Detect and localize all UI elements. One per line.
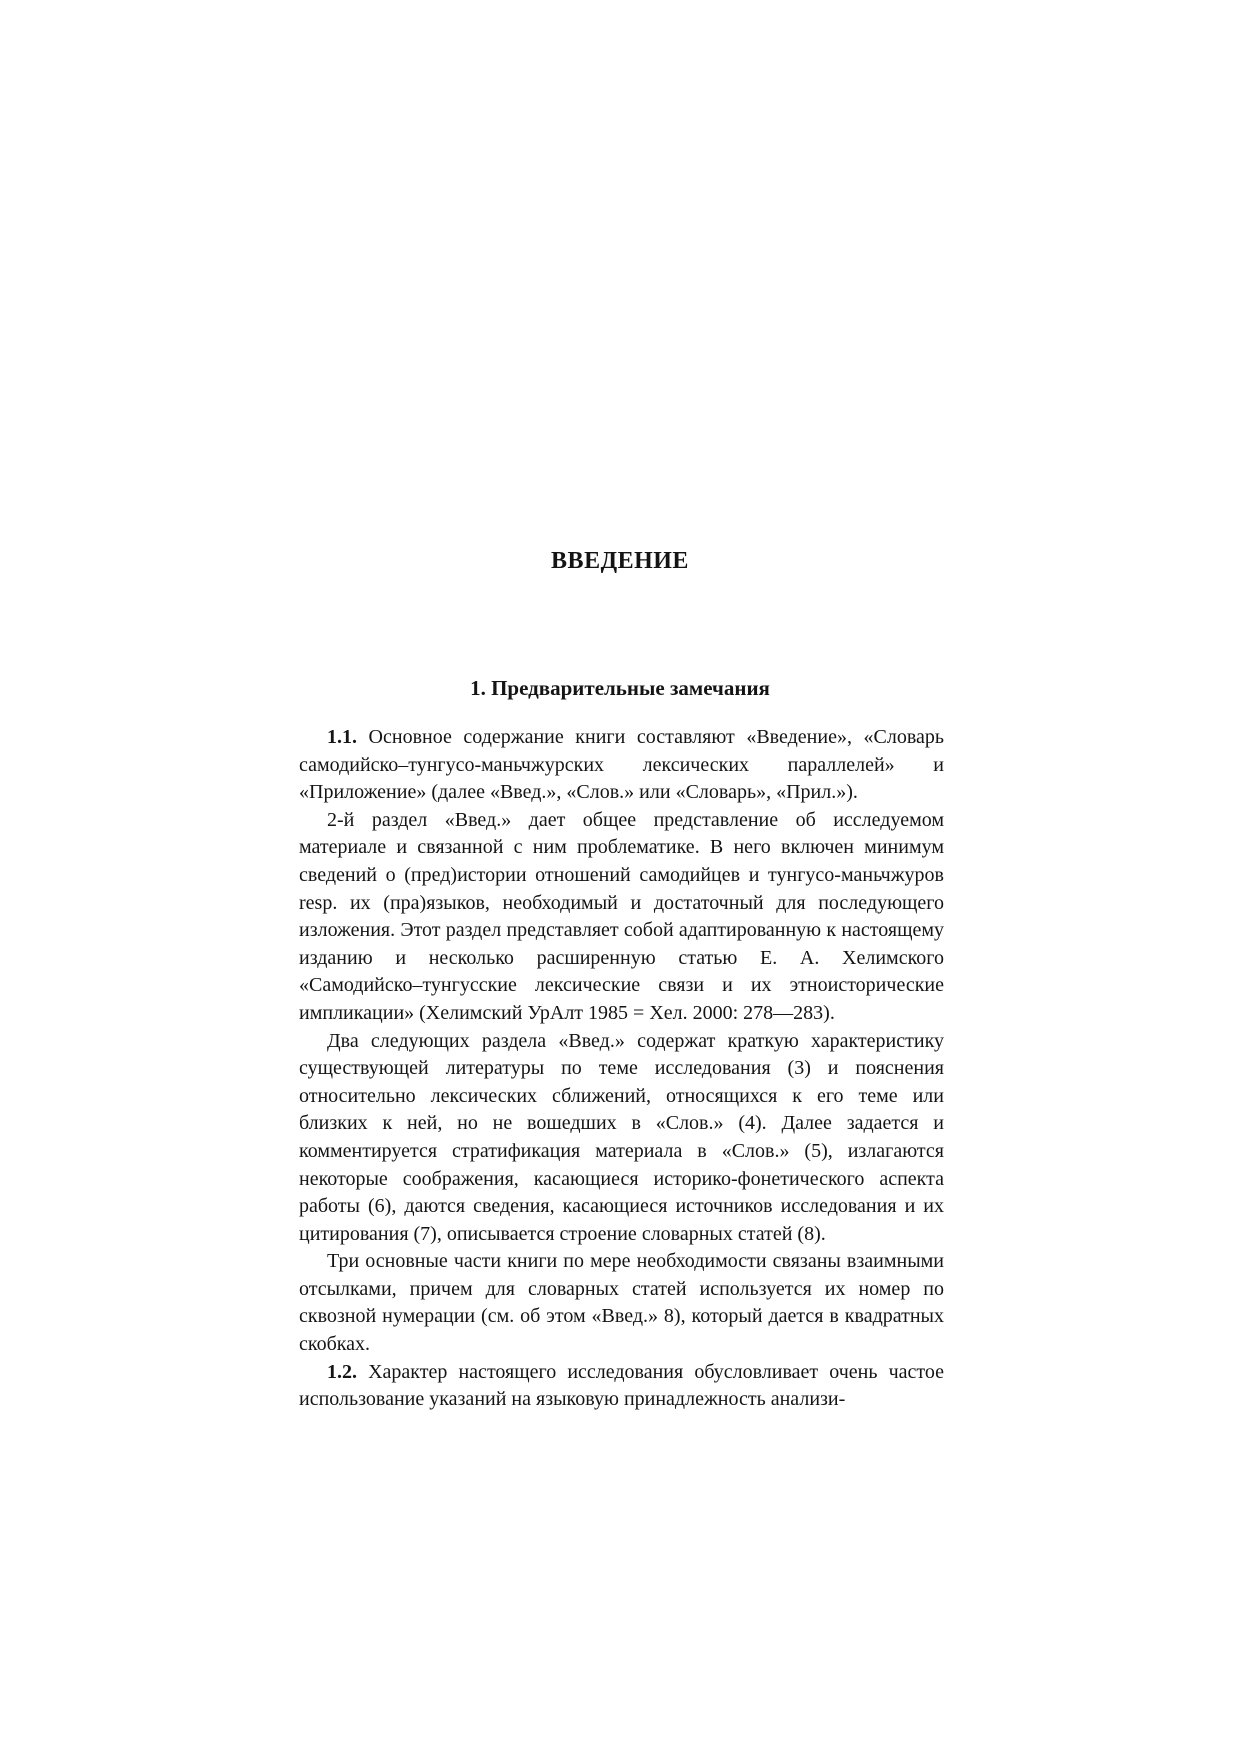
paragraph-text: Три основные части книги по мере необходимости связаны взаимными отсылками, причем для словарных статей используется их номер по сквозной нумерации (см. об этом «Введ.» 8), который дается в квадратных скобках. bbox=[299, 1250, 944, 1356]
paragraph-text: Два следующих раздела «Введ.» содержат краткую характеристику существующей литературы по теме исследования (3) и пояснения относительно лексических сближений, относящихся к его теме или близких к ней, но не вошедших в «Слов.» (4). Далее задается и комментируется стратификация материала в «Слов.» (5), излагаются некоторые соображения, касающиеся историко-фонетического аспекта работы (6), даются сведения, касающиеся источников исследования и их цитирования (7), описывается строение словарных статей (8). bbox=[299, 1029, 944, 1245]
paragraph-number: 1.1. bbox=[327, 726, 357, 748]
page-title: ВВЕДЕНИЕ bbox=[551, 548, 689, 574]
paragraph-sections-overview bbox=[299, 1028, 944, 1249]
paragraph-number: 1.2. bbox=[327, 1360, 357, 1383]
paragraph-intro-section-2 bbox=[299, 807, 944, 1028]
paragraph-text: Характер настоящего исследования обусловливает очень частое использование указаний на языковую принадлежность анализи- bbox=[299, 1360, 944, 1411]
paragraph-cross-references bbox=[299, 1248, 944, 1358]
paragraph-text: Основное содержание книги составляют «Введение», «Словарь самодийско–тунгусо-маньчжурских лексических параллелей» и «Приложение» (далее «Введ.», «Слов.» или «Словарь», «Прил.»). bbox=[299, 726, 944, 804]
section-heading: 1. Предварительные замечания bbox=[470, 676, 770, 700]
paragraph-text: 2-й раздел «Введ.» дает общее представление об исследуемом материале и связанной с ним проблематике. В него включен минимум сведений о (пред)истории отношений самодийцев и тунгусо-маньчжуров resp. их (пра)языков, необходимый и достаточный для последующего изложения. Этот раздел представляет собой адаптированную к настоящему изданию и несколько расширенную статью Е. А. Хелимского «Самодийско–тунгусские лексические связи и их этноисторические импликации» (Хелимский УрАлт 1985 = Хел. 2000: 278—283). bbox=[299, 808, 944, 1024]
paragraph-1-2 bbox=[299, 1359, 944, 1414]
body-text bbox=[299, 724, 944, 1414]
paragraph-1-1 bbox=[299, 724, 944, 807]
